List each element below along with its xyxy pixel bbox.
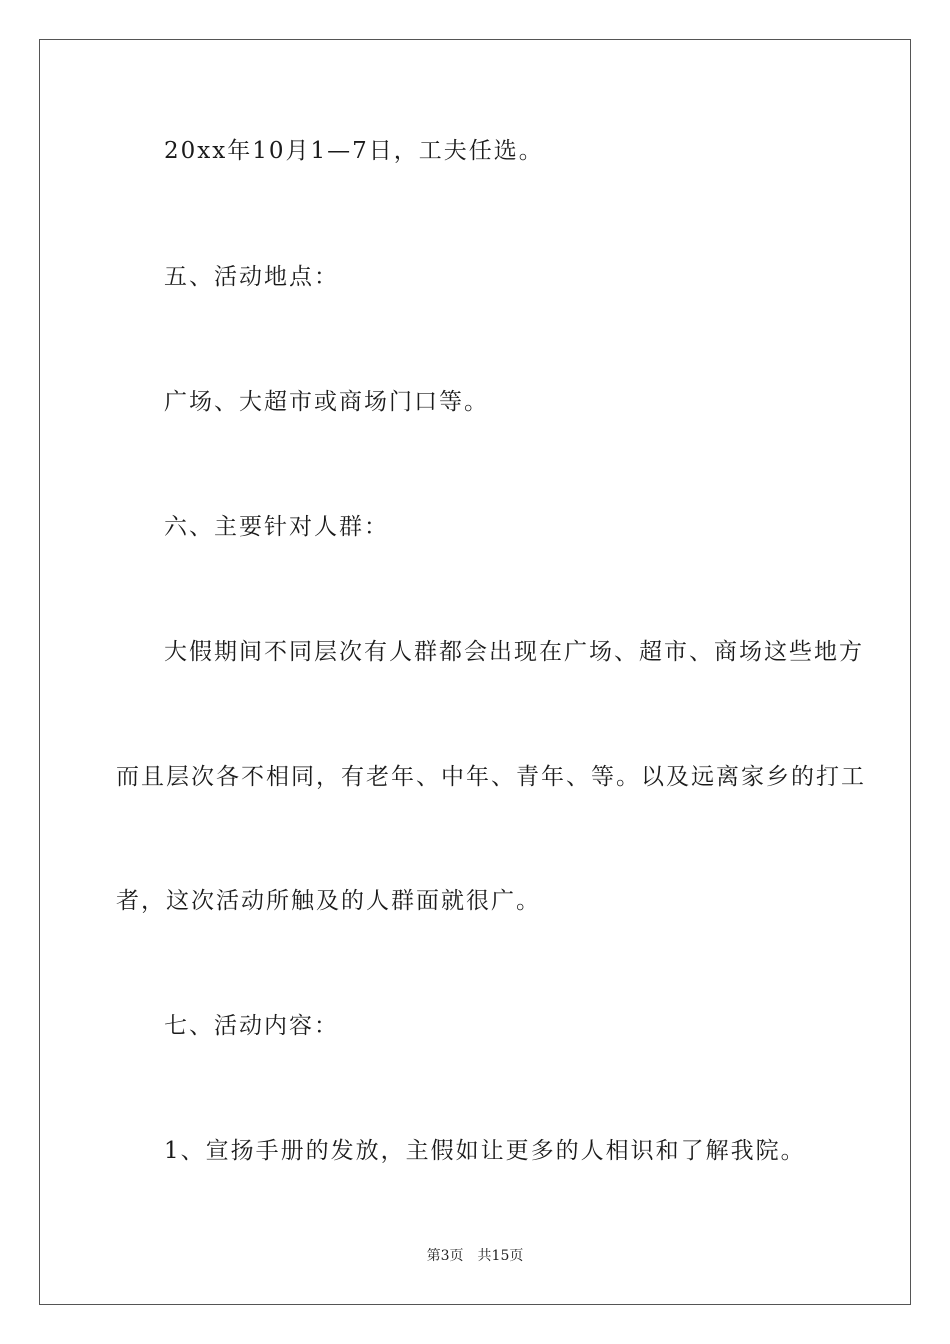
paragraph-date: 20xx年10月1—7日，工夫任选。 <box>164 138 544 164</box>
paragraph-audience-line-1: 大假期间不同层次有人群都会出现在广场、超市、商场这些地方 <box>164 639 864 665</box>
page-number-total: 共15页 <box>477 1248 524 1264</box>
heading-activity-location: 五、活动地点： <box>164 264 339 290</box>
page-border <box>39 39 911 1305</box>
heading-target-audience: 六、主要针对人群： <box>164 514 389 540</box>
paragraph-content-item-1: 1、宣扬手册的发放，主假如让更多的人相识和了解我院。 <box>164 1138 806 1164</box>
paragraph-audience-line-3: 者，这次活动所触及的人群面就很广。 <box>116 888 541 914</box>
paragraph-audience-line-2: 而且层次各不相同，有老年、中年、青年、等。以及远离家乡的打工 <box>116 764 866 790</box>
page-number-current: 第3页 <box>426 1248 464 1264</box>
paragraph-location: 广场、大超市或商场门口等。 <box>164 389 489 415</box>
heading-activity-content: 七、活动内容： <box>164 1013 339 1039</box>
page-footer <box>0 1246 950 1266</box>
